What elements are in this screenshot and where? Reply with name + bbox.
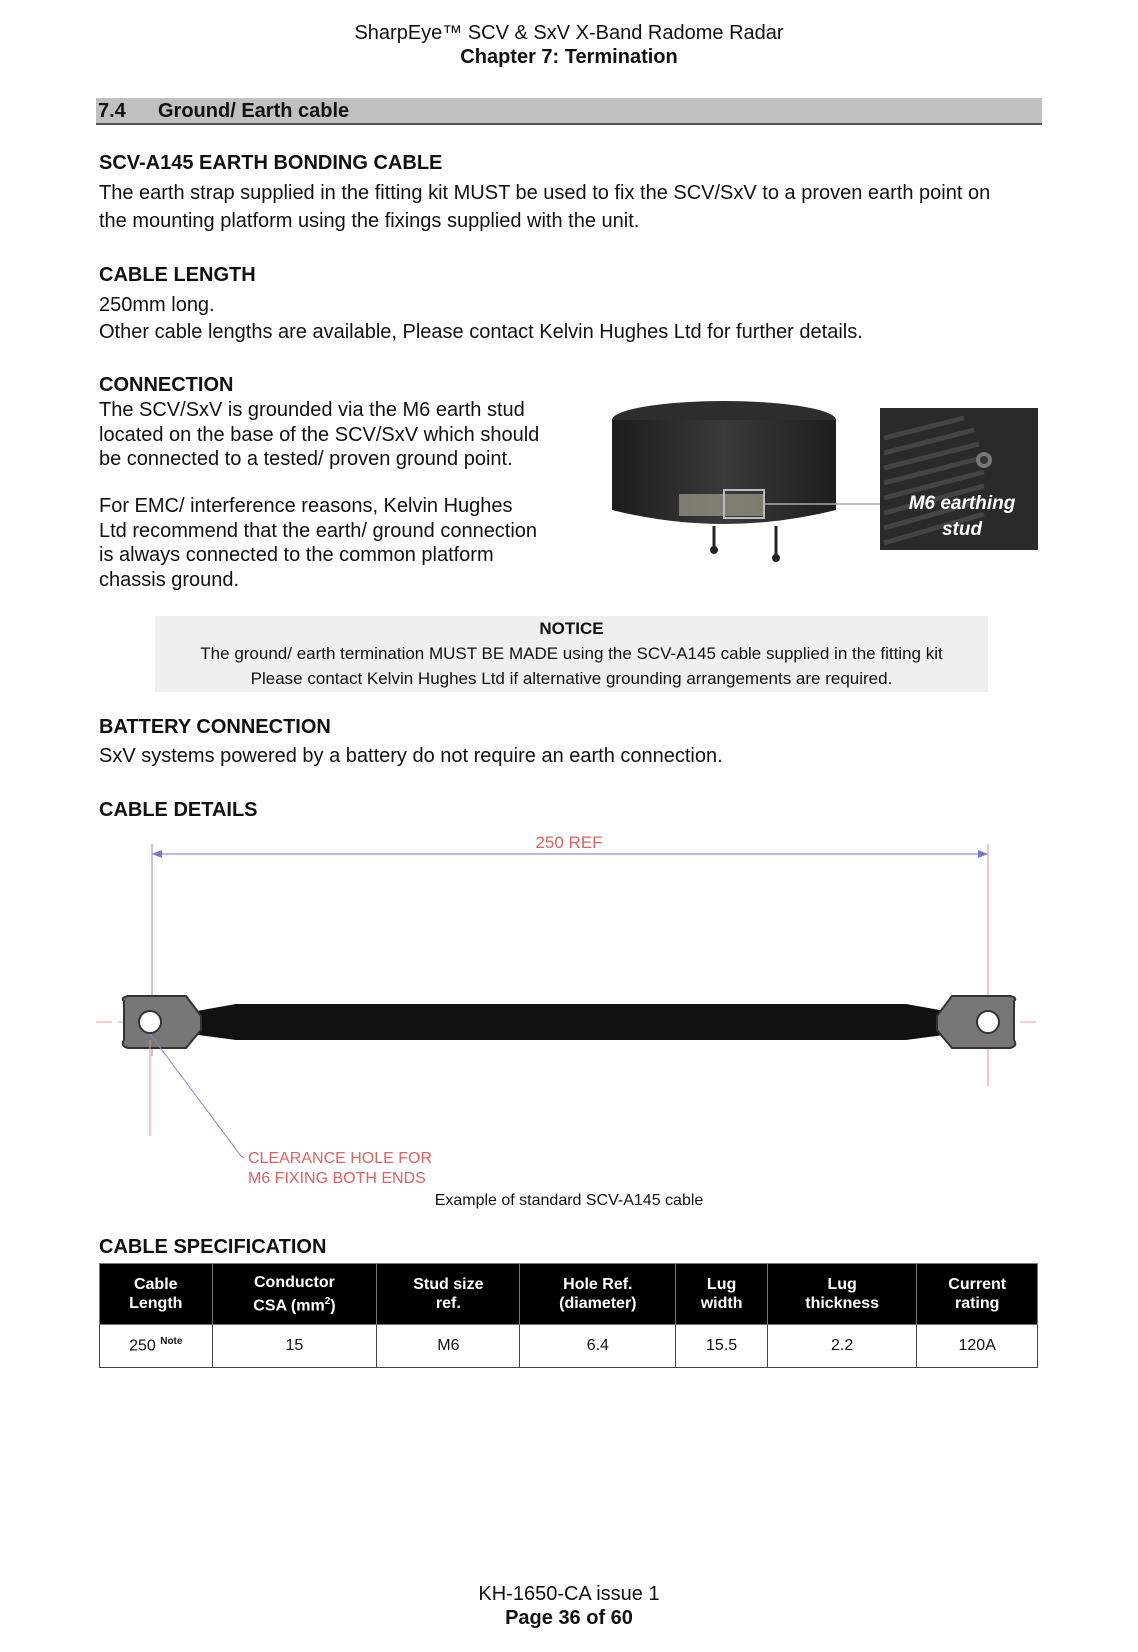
col-hole-ref: Hole Ref. (diameter) [520, 1264, 676, 1325]
bonding-line-2: the mounting platform using the fixings supplied with the unit. [99, 210, 640, 232]
callout-leader [150, 1034, 244, 1158]
connection-paragraph-2 [99, 494, 569, 592]
cell-stud: M6 [377, 1325, 520, 1368]
radome-label-plate [679, 494, 764, 516]
spec-heading: CABLE SPECIFICATION [99, 1236, 327, 1258]
footer-doc-ref: KH-1650-CA issue 1 [478, 1583, 660, 1605]
connection-text: be connected to a tested/ proven ground point. [99, 448, 513, 470]
col-current-rating: Current rating [917, 1264, 1038, 1325]
battery-heading: BATTERY CONNECTION [99, 716, 331, 738]
connection-text: located on the base of the SCV/SxV which should [99, 423, 540, 446]
battery-line: SxV systems powered by a battery do not require an earth connection. [99, 745, 723, 767]
mount-bolt-head [772, 554, 780, 562]
spec-table [99, 1263, 1038, 1368]
section-heading-bar [96, 98, 1042, 125]
connection-paragraph-1 [99, 398, 569, 472]
connection-text: Ltd recommend that the earth/ ground connection [99, 519, 538, 542]
callout-line-2: M6 FIXING BOTH ENDS [248, 1170, 426, 1186]
photo-label-line-2: stud [941, 519, 983, 540]
cell-lug-thickness: 2.2 [767, 1325, 916, 1368]
cable-drawing [96, 826, 1042, 1186]
notice-line-2: Please contact Kelvin Hughes Ltd if alternative grounding arrangements are required. [250, 669, 893, 688]
photo-label-line-1: M6 earthing [908, 493, 1016, 514]
connection-text: For EMC/ interference reasons, Kelvin Hughes [99, 495, 513, 517]
length-heading: CABLE LENGTH [99, 264, 256, 286]
length-note: Note [160, 1336, 183, 1348]
header-title: SharpEye™ SCV & SxV X-Band Radome Radar [354, 22, 784, 44]
figure-caption: Example of standard SCV-A145 cable [434, 1192, 704, 1209]
dimension-label: 250 REF [535, 833, 603, 852]
col-lug-width: Lug width [676, 1264, 768, 1325]
notice-box [155, 616, 988, 692]
section-title: Ground/ Earth cable [158, 100, 350, 122]
connection-text: chassis ground. [99, 568, 240, 591]
notice-line-1: The ground/ earth termination MUST BE MADE using the SCV-A145 cable supplied in the fitting kit [200, 644, 943, 663]
bonding-heading: SCV-A145 EARTH BONDING CABLE [99, 152, 443, 174]
section-number: 7.4 [98, 100, 126, 122]
connection-text: The SCV/SxV is grounded via the M6 earth stud [99, 399, 525, 421]
dimension-arrow-right [978, 850, 988, 858]
bonding-line-1: The earth strap supplied in the fitting kit MUST be used to fix the SCV/SxV to a proven earth point on [99, 182, 991, 204]
spec-header-row [100, 1264, 1038, 1325]
lug-hole-left [139, 1011, 161, 1033]
table-row [100, 1325, 1038, 1368]
cell-lug-width: 15.5 [676, 1325, 768, 1368]
notice-title: NOTICE [539, 619, 604, 638]
cell-csa: 15 [212, 1325, 377, 1368]
details-heading: CABLE DETAILS [99, 799, 258, 821]
dimension-arrow-left [152, 850, 162, 858]
length-line-1: 250mm long. [99, 294, 215, 316]
cell-hole: 6.4 [520, 1325, 676, 1368]
col-cable-length: Cable Length [100, 1264, 213, 1325]
col-conductor-csa: Conductor CSA $(mm^2)$ [212, 1264, 377, 1325]
cell-current: 120A [917, 1325, 1038, 1368]
radome-photo [584, 398, 1044, 573]
header-chapter: Chapter 7: Termination [460, 46, 678, 68]
cell-length: 250 $^{Note}$ [100, 1325, 213, 1368]
connection-text: is always connected to the common platform [99, 544, 494, 566]
callout-line-1: CLEARANCE HOLE FOR [248, 1150, 433, 1167]
cable-body [191, 1004, 951, 1040]
footer-page-number: Page 36 of 60 [505, 1607, 633, 1629]
col-stud-size: Stud size ref. [377, 1264, 520, 1325]
connection-heading: CONNECTION [99, 374, 234, 396]
mount-bolt-head [710, 546, 718, 554]
col-lug-thickness: Lug thickness [767, 1264, 916, 1325]
length-line-2: Other cable lengths are available, Please contact Kelvin Hughes Ltd for further details. [99, 321, 863, 343]
lug-hole-right [977, 1011, 999, 1033]
